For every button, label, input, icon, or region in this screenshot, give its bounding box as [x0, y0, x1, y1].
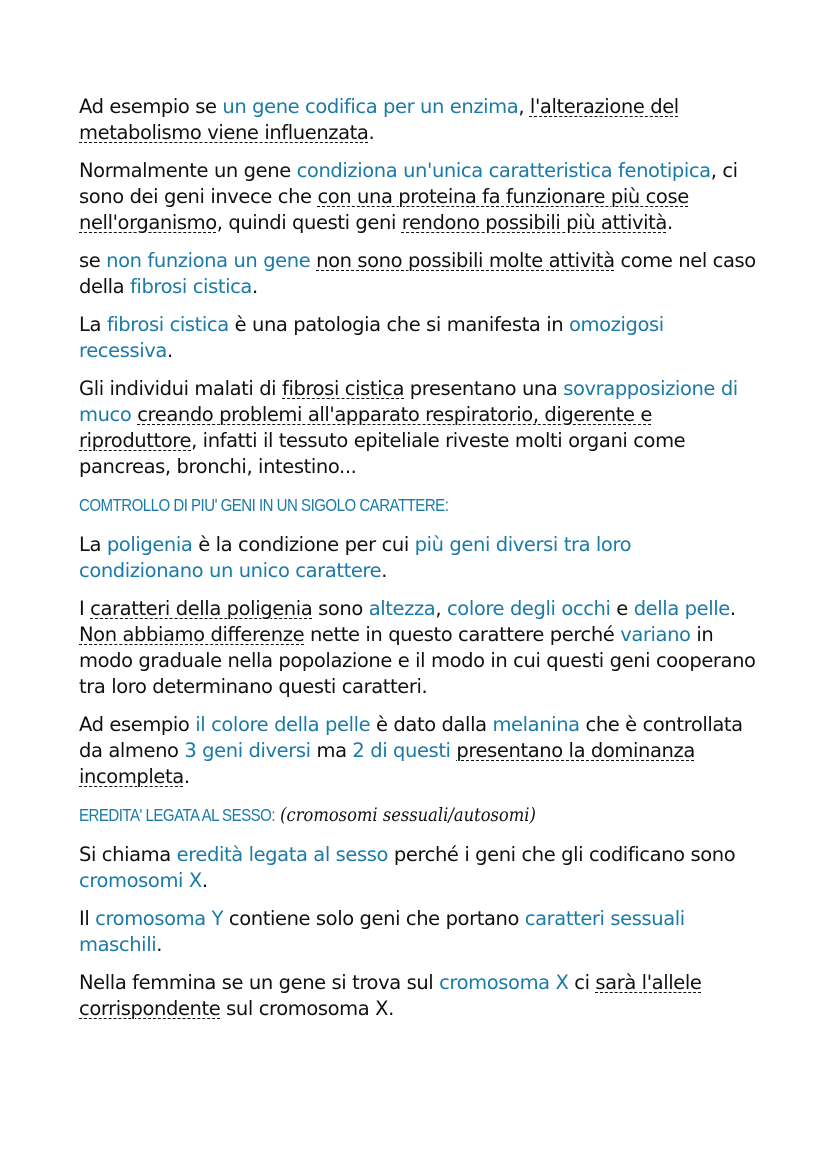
underlined-phrase: con una proteina fa funzionare più cose nell'organismo: [79, 185, 689, 234]
text-run: , quindi questi geni: [216, 211, 402, 234]
text-run: come nel caso della: [79, 249, 756, 298]
text-run: Gli individui malati di: [79, 377, 282, 400]
text-run: è la condizione per cui: [192, 533, 415, 556]
underlined-phrase: Non abbiamo differenze: [79, 623, 305, 646]
underlined-phrase: rendono possibili più attività: [401, 211, 667, 234]
text-run: ma: [310, 739, 353, 762]
highlighted-term: 2 di questi: [352, 739, 451, 762]
highlighted-term: fibrosi cistica: [129, 275, 252, 298]
highlighted-term: della pelle: [633, 597, 730, 620]
section-sex-linked: [79, 842, 758, 1022]
text-run: in modo graduale nella popolazione e il modo in cui questi geni cooperano tra loro determinano questi caratteri.: [79, 623, 756, 698]
highlighted-term: eredità legata al sesso: [176, 843, 389, 866]
note-paragraph: [79, 248, 758, 300]
heading-sex-linked: [79, 802, 663, 828]
text-run: Il: [79, 907, 96, 930]
note-paragraph: [79, 376, 758, 480]
highlighted-term: cromosomi X: [79, 869, 202, 892]
text-run: che è controllata da almeno: [79, 713, 743, 762]
heading-polygenic-text: COMTROLLO DI PIU' GENI IN UN SIGOLO CARATTERE:: [79, 495, 449, 515]
text-run: .: [156, 933, 163, 956]
text-run: è dato dalla: [370, 713, 493, 736]
highlighted-term: colore degli occhi: [446, 597, 611, 620]
highlighted-term: un gene codifica per un enzima: [222, 95, 519, 118]
highlighted-term: altezza: [368, 597, 436, 620]
text-run: .: [166, 339, 173, 362]
text-run: .: [201, 869, 208, 892]
text-run: ,: [518, 95, 530, 118]
highlighted-term: variano: [620, 623, 691, 646]
text-run: , ci sono dei geni invece che: [79, 159, 738, 208]
text-run: La: [79, 313, 107, 336]
heading-sex-linked-note: (cromosomi sessuali/autosomi): [280, 804, 536, 826]
note-paragraph: [79, 712, 758, 790]
note-paragraph: [79, 158, 758, 236]
highlighted-term: melanina: [492, 713, 580, 736]
section-polygenic: [79, 532, 758, 790]
text-run: .: [729, 597, 736, 620]
text-run: Normalmente un gene: [79, 159, 297, 182]
highlighted-term: 3 geni diversi: [184, 739, 311, 762]
highlighted-term: poligenia: [106, 533, 193, 556]
highlighted-term: fibrosi cistica: [106, 313, 229, 336]
text-run: perché i geni che gli codificano sono: [388, 843, 736, 866]
text-run: sono: [312, 597, 369, 620]
text-run: ,: [435, 597, 447, 620]
note-paragraph: [79, 906, 758, 958]
text-run: .: [183, 765, 190, 788]
note-paragraph: [79, 596, 758, 700]
text-run: contiene solo geni che portano: [223, 907, 525, 930]
highlighted-term: cromosoma Y: [95, 907, 224, 930]
text-run: Si chiama: [79, 843, 177, 866]
text-run: Nella femmina se un gene si trova sul: [79, 971, 440, 994]
text-run: I: [79, 597, 91, 620]
heading-polygenic: [79, 492, 663, 518]
note-paragraph: [79, 842, 758, 894]
text-run: La: [79, 533, 107, 556]
text-run: Ad esempio: [79, 713, 196, 736]
highlighted-term: omozigosi recessiva: [79, 313, 664, 362]
highlighted-term: più geni diversi tra loro condizionano un unico carattere: [79, 533, 632, 582]
note-paragraph: [79, 312, 758, 364]
highlighted-term: sovrapposizione di muco: [79, 377, 738, 426]
highlighted-term: il colore della pelle: [195, 713, 371, 736]
highlighted-term: condiziona un'unica caratteristica fenotipica: [296, 159, 711, 182]
text-run: .: [666, 211, 673, 234]
text-run: .: [381, 559, 388, 582]
note-paragraph: [79, 970, 758, 1022]
underlined-phrase: l'alterazione del metabolismo viene influenzata: [79, 95, 679, 144]
underlined-phrase: creando problemi all'apparato respiratorio, digerente e riproduttore: [79, 403, 652, 452]
underlined-phrase: sarà l'allele corrispondente: [79, 971, 702, 1020]
underlined-phrase: non sono possibili molte attività: [316, 249, 615, 272]
underlined-phrase: fibrosi cistica: [282, 377, 404, 400]
text-run: .: [368, 121, 375, 144]
text-run: nette in questo carattere perché: [304, 623, 621, 646]
text-run: .: [251, 275, 258, 298]
text-run: , infatti il tessuto epiteliale riveste molti organi come pancreas, bronchi, intestino...: [79, 429, 686, 478]
text-run: è una patologia che si manifesta in: [228, 313, 570, 336]
text-run: Ad esempio se: [79, 95, 223, 118]
heading-sex-linked-text: EREDITA' LEGATA AL SESSO:: [79, 805, 276, 825]
underlined-phrase: presentano la dominanza incompleta: [79, 739, 695, 788]
text-run: se: [79, 249, 107, 272]
highlighted-term: caratteri sessuali maschili: [79, 907, 685, 956]
text-run: e: [610, 597, 634, 620]
note-paragraph: [79, 532, 758, 584]
section-intro: [79, 94, 758, 480]
underlined-phrase: caratteri della poligenia: [90, 597, 313, 620]
text-run: sul cromosoma X.: [220, 997, 394, 1020]
text-run: presentano una: [404, 377, 564, 400]
highlighted-term: non funziona un gene: [106, 249, 311, 272]
highlighted-term: cromosoma X: [439, 971, 569, 994]
note-paragraph: [79, 94, 758, 146]
text-run: ci: [568, 971, 596, 994]
